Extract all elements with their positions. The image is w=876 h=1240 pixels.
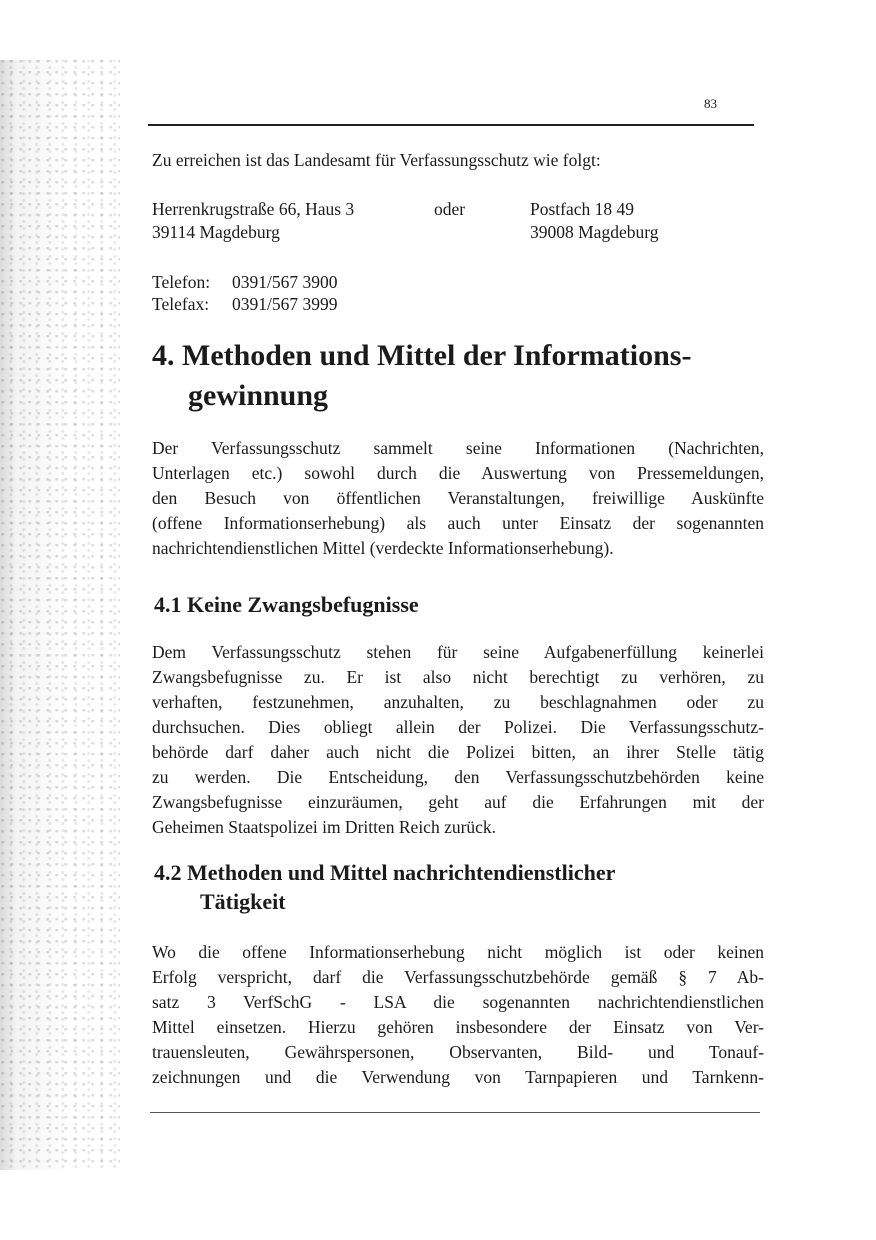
paragraph-line: zu werden. Die Entscheidung, den Verfassungsschutzbehörden keine	[152, 767, 764, 787]
street-city: 39114 Magdeburg	[152, 222, 280, 242]
paragraph-line: verhaften, festzunehmen, anzuhalten, zu beschlagnahmen oder zu	[152, 692, 764, 712]
phone-number: 0391/567 3900	[232, 272, 338, 292]
paragraph-line: trauensleuten, Gewährspersonen, Observanten, Bild- und Tonauf-	[152, 1042, 764, 1062]
scan-edge-artifact	[0, 60, 120, 1170]
paragraph-line: Unterlagen etc.) sowohl durch die Auswertung von Pressemeldungen,	[152, 463, 764, 483]
pobox-address: Postfach 18 49	[530, 199, 635, 219]
contact-intro: Zu erreichen ist das Landesamt für Verfassungsschutz wie folgt:	[152, 150, 601, 170]
section-heading-line-1: 4. Methoden und Mittel der Informations-	[152, 339, 692, 372]
paragraph-line: nachrichtendienstlichen Mittel (verdeckte Informationserhebung).	[152, 538, 614, 558]
street-address: Herrenkrugstraße 66, Haus 3	[152, 199, 355, 219]
paragraph-line: Geheimen Staatspolizei im Dritten Reich zurück.	[152, 817, 497, 837]
page-number: 83	[704, 96, 717, 111]
paragraph-line: den Besuch von öffentlichen Veranstaltungen, freiwillige Auskünfte	[152, 488, 764, 508]
header-rule	[148, 124, 754, 126]
paragraph-line: durchsuchen. Dies obliegt allein der Polizei. Die Verfassungsschutz-	[152, 717, 764, 737]
paragraph-line: Zwangsbefugnisse einzuräumen, geht auf die Erfahrungen mit der	[152, 792, 764, 812]
fax-number: 0391/567 3999	[232, 294, 338, 314]
paragraph-line: Mittel einsetzen. Hierzu gehören insbesondere der Einsatz von Ver-	[152, 1017, 764, 1037]
footer-rule	[150, 1112, 760, 1113]
paragraph-line: Dem Verfassungsschutz stehen für seine Aufgabenerfüllung keinerlei	[152, 642, 764, 662]
section-heading	[152, 336, 752, 416]
subsection-2-heading-line-2: Tätigkeit	[200, 889, 286, 914]
paragraph-line: behörde darf daher auch nicht die Polizei bitten, an ihrer Stelle tätig	[152, 742, 764, 762]
subsection-2-paragraph	[152, 940, 764, 1090]
address-or: oder	[434, 199, 466, 219]
paragraph-line: Erfolg verspricht, darf die Verfassungsschutzbehörde gemäß § 7 Ab-	[152, 967, 764, 987]
phone-label: Telefon:	[152, 272, 211, 292]
paragraph-line: Der Verfassungsschutz sammelt seine Informationen (Nachrichten,	[152, 438, 764, 458]
subsection-1-heading: 4.1 Keine Zwangsbefugnisse	[154, 592, 419, 617]
paragraph-line: zeichnungen und die Verwendung von Tarnpapieren und Tarnkenn-	[152, 1067, 764, 1087]
fax-label: Telefax:	[152, 294, 210, 314]
section-heading-line-2: gewinnung	[188, 379, 329, 412]
subsection-2-heading-line-1: 4.2 Methoden und Mittel nachrichtendienstlicher	[154, 860, 616, 885]
paragraph-line: Wo die offene Informationserhebung nicht möglich ist oder keinen	[152, 942, 764, 962]
subsection-2-heading	[154, 858, 615, 916]
paragraph-line: satz 3 VerfSchG - LSA die sogenannten nachrichtendienstlichen	[152, 992, 764, 1012]
subsection-1-paragraph	[152, 640, 764, 840]
section-intro-paragraph	[152, 436, 764, 561]
pobox-city: 39008 Magdeburg	[530, 222, 659, 242]
paragraph-line: (offene Informationserhebung) als auch unter Einsatz der sogenannten	[152, 513, 764, 533]
paragraph-line: Zwangsbefugnisse zu. Er ist also nicht berechtigt zu verhören, zu	[152, 667, 764, 687]
